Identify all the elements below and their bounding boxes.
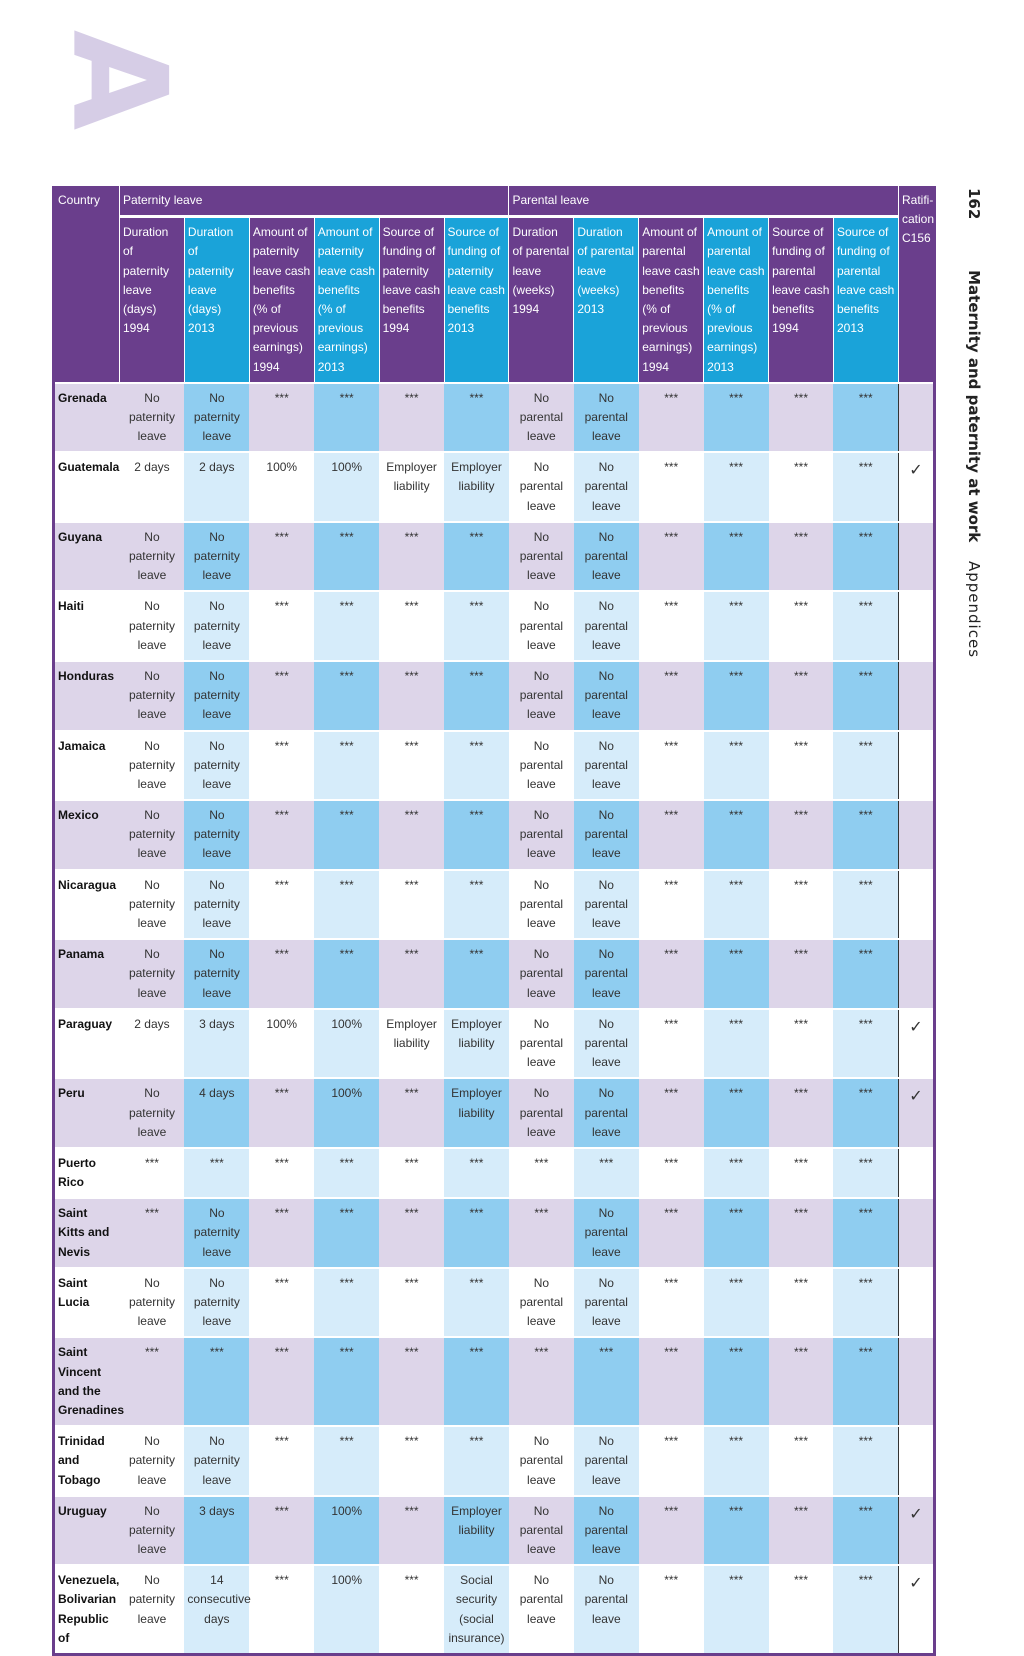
- table-cell: ***: [379, 383, 444, 453]
- ratification-check: [899, 1198, 935, 1268]
- table-cell: No paternity leave: [184, 1426, 249, 1496]
- column-header: Duration of paternity leave (days) 2013: [184, 217, 249, 383]
- table-cell: 100%: [314, 1078, 379, 1148]
- table-cell: No paternity leave: [120, 731, 185, 801]
- country-cell: Saint Kitts and Nevis: [54, 1198, 120, 1268]
- table-cell: ***: [444, 939, 509, 1009]
- header-ratification: Ratifi-cation C156: [899, 186, 935, 383]
- table-cell: ***: [769, 800, 834, 870]
- table-cell: ***: [509, 1198, 574, 1268]
- table-cell: ***: [574, 1337, 639, 1426]
- table-row: [54, 383, 935, 453]
- table-cell: ***: [639, 1009, 704, 1079]
- ratification-check: ✓: [899, 1009, 935, 1079]
- table-cell: Employer liability: [444, 452, 509, 522]
- table-cell: ***: [704, 939, 769, 1009]
- table-cell: ***: [639, 1148, 704, 1198]
- table-cell: ***: [314, 731, 379, 801]
- ratification-check: [899, 1268, 935, 1338]
- table-cell: ***: [639, 661, 704, 731]
- table-cell: ***: [249, 1337, 314, 1426]
- table-cell: ***: [769, 1078, 834, 1148]
- table-row: [54, 661, 935, 731]
- table-row: [54, 1148, 935, 1198]
- table-cell: ***: [639, 1426, 704, 1496]
- table-cell: ***: [639, 1078, 704, 1148]
- table-cell: No parental leave: [574, 1268, 639, 1338]
- table-cell: No paternity leave: [184, 591, 249, 661]
- table-cell: No parental leave: [574, 731, 639, 801]
- table-cell: ***: [639, 1565, 704, 1654]
- table-cell: ***: [379, 661, 444, 731]
- table-row: [54, 591, 935, 661]
- table-cell: Social security (social insurance): [444, 1565, 509, 1654]
- page-number: 162: [965, 188, 983, 220]
- table-cell: ***: [444, 800, 509, 870]
- ratification-check: [899, 1337, 935, 1426]
- table-cell: ***: [704, 1198, 769, 1268]
- table-cell: No paternity leave: [120, 522, 185, 592]
- country-cell: Guyana: [54, 522, 120, 592]
- table-cell: ***: [639, 522, 704, 592]
- table-cell: ***: [314, 522, 379, 592]
- table-row: [54, 1426, 935, 1496]
- table-cell: 3 days: [184, 1009, 249, 1079]
- table-cell: ***: [704, 1148, 769, 1198]
- table-cell: No parental leave: [574, 452, 639, 522]
- table-cell: ***: [769, 1009, 834, 1079]
- table-cell: ***: [249, 870, 314, 940]
- table-row: [54, 800, 935, 870]
- column-header: Source of funding of parental leave cash benefits 2013: [833, 217, 898, 383]
- table-cell: No parental leave: [574, 1565, 639, 1654]
- table-cell: ***: [704, 731, 769, 801]
- table-cell: ***: [379, 1565, 444, 1654]
- table-cell: ***: [639, 452, 704, 522]
- table-cell: ***: [509, 1148, 574, 1198]
- column-header: Duration of parental leave (weeks) 2013: [574, 217, 639, 383]
- table-cell: No parental leave: [574, 591, 639, 661]
- table-cell: ***: [769, 1268, 834, 1338]
- table-row: [54, 1078, 935, 1148]
- table-cell: ***: [444, 1268, 509, 1338]
- column-header: Source of funding of paternity leave cash benefits 1994: [379, 217, 444, 383]
- table-cell: ***: [704, 522, 769, 592]
- table-cell: 3 days: [184, 1496, 249, 1566]
- table-cell: ***: [833, 383, 898, 453]
- ratification-check: [899, 522, 935, 592]
- country-cell: Grenada: [54, 383, 120, 453]
- table-cell: ***: [639, 800, 704, 870]
- table-cell: ***: [769, 452, 834, 522]
- table-cell: No parental leave: [509, 1078, 574, 1148]
- table-cell: No parental leave: [509, 1009, 574, 1079]
- table-cell: ***: [444, 1148, 509, 1198]
- table-cell: ***: [249, 1496, 314, 1566]
- table-cell: ***: [379, 870, 444, 940]
- table-cell: ***: [314, 800, 379, 870]
- table-cell: 2 days: [120, 452, 185, 522]
- table-cell: ***: [249, 522, 314, 592]
- table-cell: ***: [639, 870, 704, 940]
- table-cell: ***: [574, 1148, 639, 1198]
- table-cell: No parental leave: [509, 452, 574, 522]
- ratification-check: [899, 939, 935, 1009]
- table-cell: ***: [769, 591, 834, 661]
- table-cell: ***: [833, 1337, 898, 1426]
- table-cell: ***: [769, 1496, 834, 1566]
- table-cell: ***: [444, 1337, 509, 1426]
- table-cell: ***: [639, 939, 704, 1009]
- table-cell: ***: [769, 731, 834, 801]
- table-cell: ***: [509, 1337, 574, 1426]
- table-cell: No parental leave: [574, 661, 639, 731]
- table-cell: No paternity leave: [120, 1078, 185, 1148]
- table-cell: No parental leave: [574, 383, 639, 453]
- table-cell: 100%: [314, 1009, 379, 1079]
- table-cell: No paternity leave: [184, 939, 249, 1009]
- table-cell: ***: [249, 1198, 314, 1268]
- table-cell: ***: [639, 1337, 704, 1426]
- table-cell: ***: [379, 1496, 444, 1566]
- table-cell: ***: [314, 1268, 379, 1338]
- table-cell: No parental leave: [509, 1426, 574, 1496]
- table-cell: ***: [704, 661, 769, 731]
- table-cell: No parental leave: [509, 870, 574, 940]
- table-cell: ***: [833, 1009, 898, 1079]
- table-cell: ***: [184, 1337, 249, 1426]
- table-cell: ***: [379, 1337, 444, 1426]
- ratification-check: [899, 870, 935, 940]
- table-cell: ***: [249, 1148, 314, 1198]
- country-cell: Saint Vincent and the Grenadines: [54, 1337, 120, 1426]
- table-cell: 100%: [314, 452, 379, 522]
- table-cell: No paternity leave: [184, 870, 249, 940]
- country-cell: Saint Lucia: [54, 1268, 120, 1338]
- table-cell: No parental leave: [509, 1565, 574, 1654]
- table-cell: ***: [314, 661, 379, 731]
- ratification-check: ✓: [899, 1078, 935, 1148]
- table-cell: 100%: [314, 1496, 379, 1566]
- table-cell: No parental leave: [509, 661, 574, 731]
- header-country: Country: [54, 186, 120, 383]
- country-cell: Mexico: [54, 800, 120, 870]
- table-cell: ***: [704, 1496, 769, 1566]
- table-row: [54, 1496, 935, 1566]
- table-cell: ***: [833, 522, 898, 592]
- table-cell: ***: [444, 383, 509, 453]
- table-cell: ***: [833, 591, 898, 661]
- table-cell: No parental leave: [574, 1496, 639, 1566]
- table-cell: No parental leave: [509, 522, 574, 592]
- table-cell: ***: [444, 870, 509, 940]
- table-cell: No paternity leave: [120, 383, 185, 453]
- table-cell: ***: [704, 1565, 769, 1654]
- country-cell: Jamaica: [54, 731, 120, 801]
- table-cell: ***: [314, 383, 379, 453]
- table-cell: ***: [704, 1078, 769, 1148]
- table-cell: No paternity leave: [184, 383, 249, 453]
- table-cell: No paternity leave: [184, 1268, 249, 1338]
- table-cell: ***: [314, 1198, 379, 1268]
- table-cell: No parental leave: [509, 591, 574, 661]
- table-cell: Employer liability: [379, 452, 444, 522]
- table-cell: 100%: [314, 1565, 379, 1654]
- table-row: [54, 1009, 935, 1079]
- book-title: Maternity and paternity at work: [965, 270, 983, 543]
- table-cell: No parental leave: [509, 731, 574, 801]
- table-cell: ***: [833, 452, 898, 522]
- table-cell: ***: [249, 591, 314, 661]
- table-cell: ***: [314, 870, 379, 940]
- table-cell: ***: [314, 591, 379, 661]
- table-cell: ***: [704, 870, 769, 940]
- table-cell: ***: [639, 731, 704, 801]
- table-cell: No paternity leave: [120, 1496, 185, 1566]
- country-cell: Haiti: [54, 591, 120, 661]
- table-cell: ***: [639, 1198, 704, 1268]
- table-cell: ***: [833, 800, 898, 870]
- country-cell: Paraguay: [54, 1009, 120, 1079]
- table-cell: No parental leave: [574, 870, 639, 940]
- ratification-check: [899, 731, 935, 801]
- section-letter-mark: [43, 20, 196, 131]
- table-cell: ***: [833, 731, 898, 801]
- table-cell: ***: [249, 939, 314, 1009]
- table-cell: ***: [833, 1565, 898, 1654]
- table-cell: 100%: [249, 452, 314, 522]
- table-cell: ***: [249, 1078, 314, 1148]
- table-cell: No paternity leave: [120, 1426, 185, 1496]
- table-cell: ***: [704, 800, 769, 870]
- table-cell: No paternity leave: [184, 731, 249, 801]
- running-header: [965, 188, 983, 658]
- table-cell: Employer liability: [379, 1009, 444, 1079]
- table-cell: ***: [379, 1268, 444, 1338]
- ratification-check: [899, 383, 935, 453]
- table-cell: ***: [249, 1565, 314, 1654]
- table-cell: ***: [444, 1198, 509, 1268]
- table-cell: ***: [833, 661, 898, 731]
- table-cell: ***: [639, 1496, 704, 1566]
- ratification-check: ✓: [899, 1565, 935, 1654]
- table-cell: ***: [444, 522, 509, 592]
- table-cell: No paternity leave: [120, 800, 185, 870]
- table-cell: No parental leave: [574, 939, 639, 1009]
- table-cell: No parental leave: [574, 522, 639, 592]
- table-cell: No parental leave: [509, 939, 574, 1009]
- table-cell: ***: [379, 731, 444, 801]
- table-cell: Employer liability: [444, 1009, 509, 1079]
- table-cell: ***: [379, 522, 444, 592]
- table-cell: ***: [379, 591, 444, 661]
- column-header: Duration of parental leave (weeks) 1994: [509, 217, 574, 383]
- table-cell: No paternity leave: [120, 1565, 185, 1654]
- country-cell: Uruguay: [54, 1496, 120, 1566]
- table-cell: No paternity leave: [120, 591, 185, 661]
- country-cell: Honduras: [54, 661, 120, 731]
- column-header: Amount of paternity leave cash benefits (% of previous earnings) 1994: [249, 217, 314, 383]
- table-cell: No parental leave: [574, 1198, 639, 1268]
- table-cell: No parental leave: [574, 1426, 639, 1496]
- table-cell: ***: [120, 1337, 185, 1426]
- table-cell: Employer liability: [444, 1496, 509, 1566]
- column-header: Duration of paternity leave (days) 1994: [120, 217, 185, 383]
- table-cell: ***: [639, 591, 704, 661]
- ratification-check: ✓: [899, 1496, 935, 1566]
- table-cell: ***: [120, 1148, 185, 1198]
- column-header: Amount of parental leave cash benefits (% of previous earnings) 1994: [639, 217, 704, 383]
- table-cell: ***: [704, 1337, 769, 1426]
- table-cell: No parental leave: [509, 1496, 574, 1566]
- table-cell: ***: [769, 1148, 834, 1198]
- table-cell: No paternity leave: [120, 661, 185, 731]
- table-cell: ***: [833, 870, 898, 940]
- table-row: [54, 731, 935, 801]
- table-cell: No parental leave: [574, 1009, 639, 1079]
- table-cell: ***: [314, 1337, 379, 1426]
- table-cell: ***: [249, 731, 314, 801]
- table-cell: ***: [314, 1426, 379, 1496]
- table-cell: ***: [314, 939, 379, 1009]
- table-cell: ***: [769, 522, 834, 592]
- table-cell: ***: [704, 1268, 769, 1338]
- table-cell: 100%: [249, 1009, 314, 1079]
- table-cell: ***: [704, 591, 769, 661]
- table-row: [54, 1337, 935, 1426]
- table-cell: ***: [704, 383, 769, 453]
- country-cell: Trinidad and Tobago: [54, 1426, 120, 1496]
- header-parental-group: Parental leave: [509, 186, 899, 217]
- table-cell: ***: [769, 1565, 834, 1654]
- table-cell: ***: [120, 1198, 185, 1268]
- ratification-check: [899, 1426, 935, 1496]
- country-cell: Nicaragua: [54, 870, 120, 940]
- column-header: Amount of parental leave cash benefits (% of previous earnings) 2013: [704, 217, 769, 383]
- table-cell: ***: [833, 1426, 898, 1496]
- table-cell: ***: [769, 1198, 834, 1268]
- table-cell: No paternity leave: [184, 800, 249, 870]
- table-cell: ***: [249, 1426, 314, 1496]
- table-cell: ***: [249, 800, 314, 870]
- table-cell: ***: [639, 383, 704, 453]
- table-cell: ***: [769, 939, 834, 1009]
- header-paternity-group: Paternity leave: [120, 186, 509, 217]
- table-cell: ***: [769, 1337, 834, 1426]
- table-cell: ***: [769, 383, 834, 453]
- table-cell: ***: [833, 1198, 898, 1268]
- table-cell: ***: [379, 800, 444, 870]
- country-cell: Guatemala: [54, 452, 120, 522]
- table-cell: No parental leave: [574, 1078, 639, 1148]
- country-cell: Peru: [54, 1078, 120, 1148]
- country-cell: Panama: [54, 939, 120, 1009]
- table-cell: ***: [704, 452, 769, 522]
- table-cell: ***: [444, 591, 509, 661]
- ratification-check: [899, 800, 935, 870]
- ratification-check: [899, 661, 935, 731]
- table-row: [54, 1565, 935, 1654]
- table-cell: ***: [379, 1078, 444, 1148]
- table-row: [54, 452, 935, 522]
- table-cell: ***: [249, 383, 314, 453]
- table-cell: ***: [314, 1148, 379, 1198]
- table-cell: ***: [444, 1426, 509, 1496]
- table-cell: No paternity leave: [120, 870, 185, 940]
- table-cell: 2 days: [184, 452, 249, 522]
- table-cell: No paternity leave: [184, 1198, 249, 1268]
- table-cell: ***: [833, 939, 898, 1009]
- section-letter: A: [43, 29, 196, 131]
- table-cell: ***: [833, 1078, 898, 1148]
- table-cell: ***: [444, 661, 509, 731]
- leave-policy-table: [52, 186, 936, 1656]
- table-cell: ***: [833, 1268, 898, 1338]
- table-cell: No paternity leave: [184, 661, 249, 731]
- table-cell: ***: [184, 1148, 249, 1198]
- table-cell: 4 days: [184, 1078, 249, 1148]
- table-cell: ***: [833, 1496, 898, 1566]
- table-cell: ***: [249, 1268, 314, 1338]
- table-cell: ***: [249, 661, 314, 731]
- country-cell: Venezuela, Bolivarian Republic of: [54, 1565, 120, 1654]
- table-row: [54, 1268, 935, 1338]
- ratification-check: [899, 591, 935, 661]
- table-cell: ***: [833, 1148, 898, 1198]
- table-cell: ***: [769, 1426, 834, 1496]
- table-cell: ***: [379, 1148, 444, 1198]
- table-cell: No parental leave: [509, 383, 574, 453]
- table-cell: ***: [379, 1426, 444, 1496]
- table-cell: 2 days: [120, 1009, 185, 1079]
- table-cell: No parental leave: [574, 800, 639, 870]
- table-cell: 14 consecutive days: [184, 1565, 249, 1654]
- table-cell: No paternity leave: [184, 522, 249, 592]
- table-cell: No parental leave: [509, 1268, 574, 1338]
- table-cell: Employer liability: [444, 1078, 509, 1148]
- table-cell: ***: [704, 1009, 769, 1079]
- table-cell: ***: [769, 661, 834, 731]
- section-name: Appendices: [965, 561, 983, 659]
- column-header: Amount of paternity leave cash benefits (% of previous earnings) 2013: [314, 217, 379, 383]
- table-row: [54, 939, 935, 1009]
- ratification-check: ✓: [899, 452, 935, 522]
- table-cell: ***: [444, 731, 509, 801]
- table-cell: No paternity leave: [120, 1268, 185, 1338]
- table-row: [54, 870, 935, 940]
- table-cell: ***: [639, 1268, 704, 1338]
- table-row: [54, 1198, 935, 1268]
- table-cell: ***: [769, 870, 834, 940]
- column-header: Source of funding of parental leave cash benefits 1994: [769, 217, 834, 383]
- table-cell: No parental leave: [509, 800, 574, 870]
- column-header: Source of funding of paternity leave cash benefits 2013: [444, 217, 509, 383]
- table-cell: ***: [379, 1198, 444, 1268]
- country-cell: Puerto Rico: [54, 1148, 120, 1198]
- table-cell: ***: [379, 939, 444, 1009]
- table-cell: ***: [704, 1426, 769, 1496]
- ratification-check: [899, 1148, 935, 1198]
- table-row: [54, 522, 935, 592]
- table-cell: No paternity leave: [120, 939, 185, 1009]
